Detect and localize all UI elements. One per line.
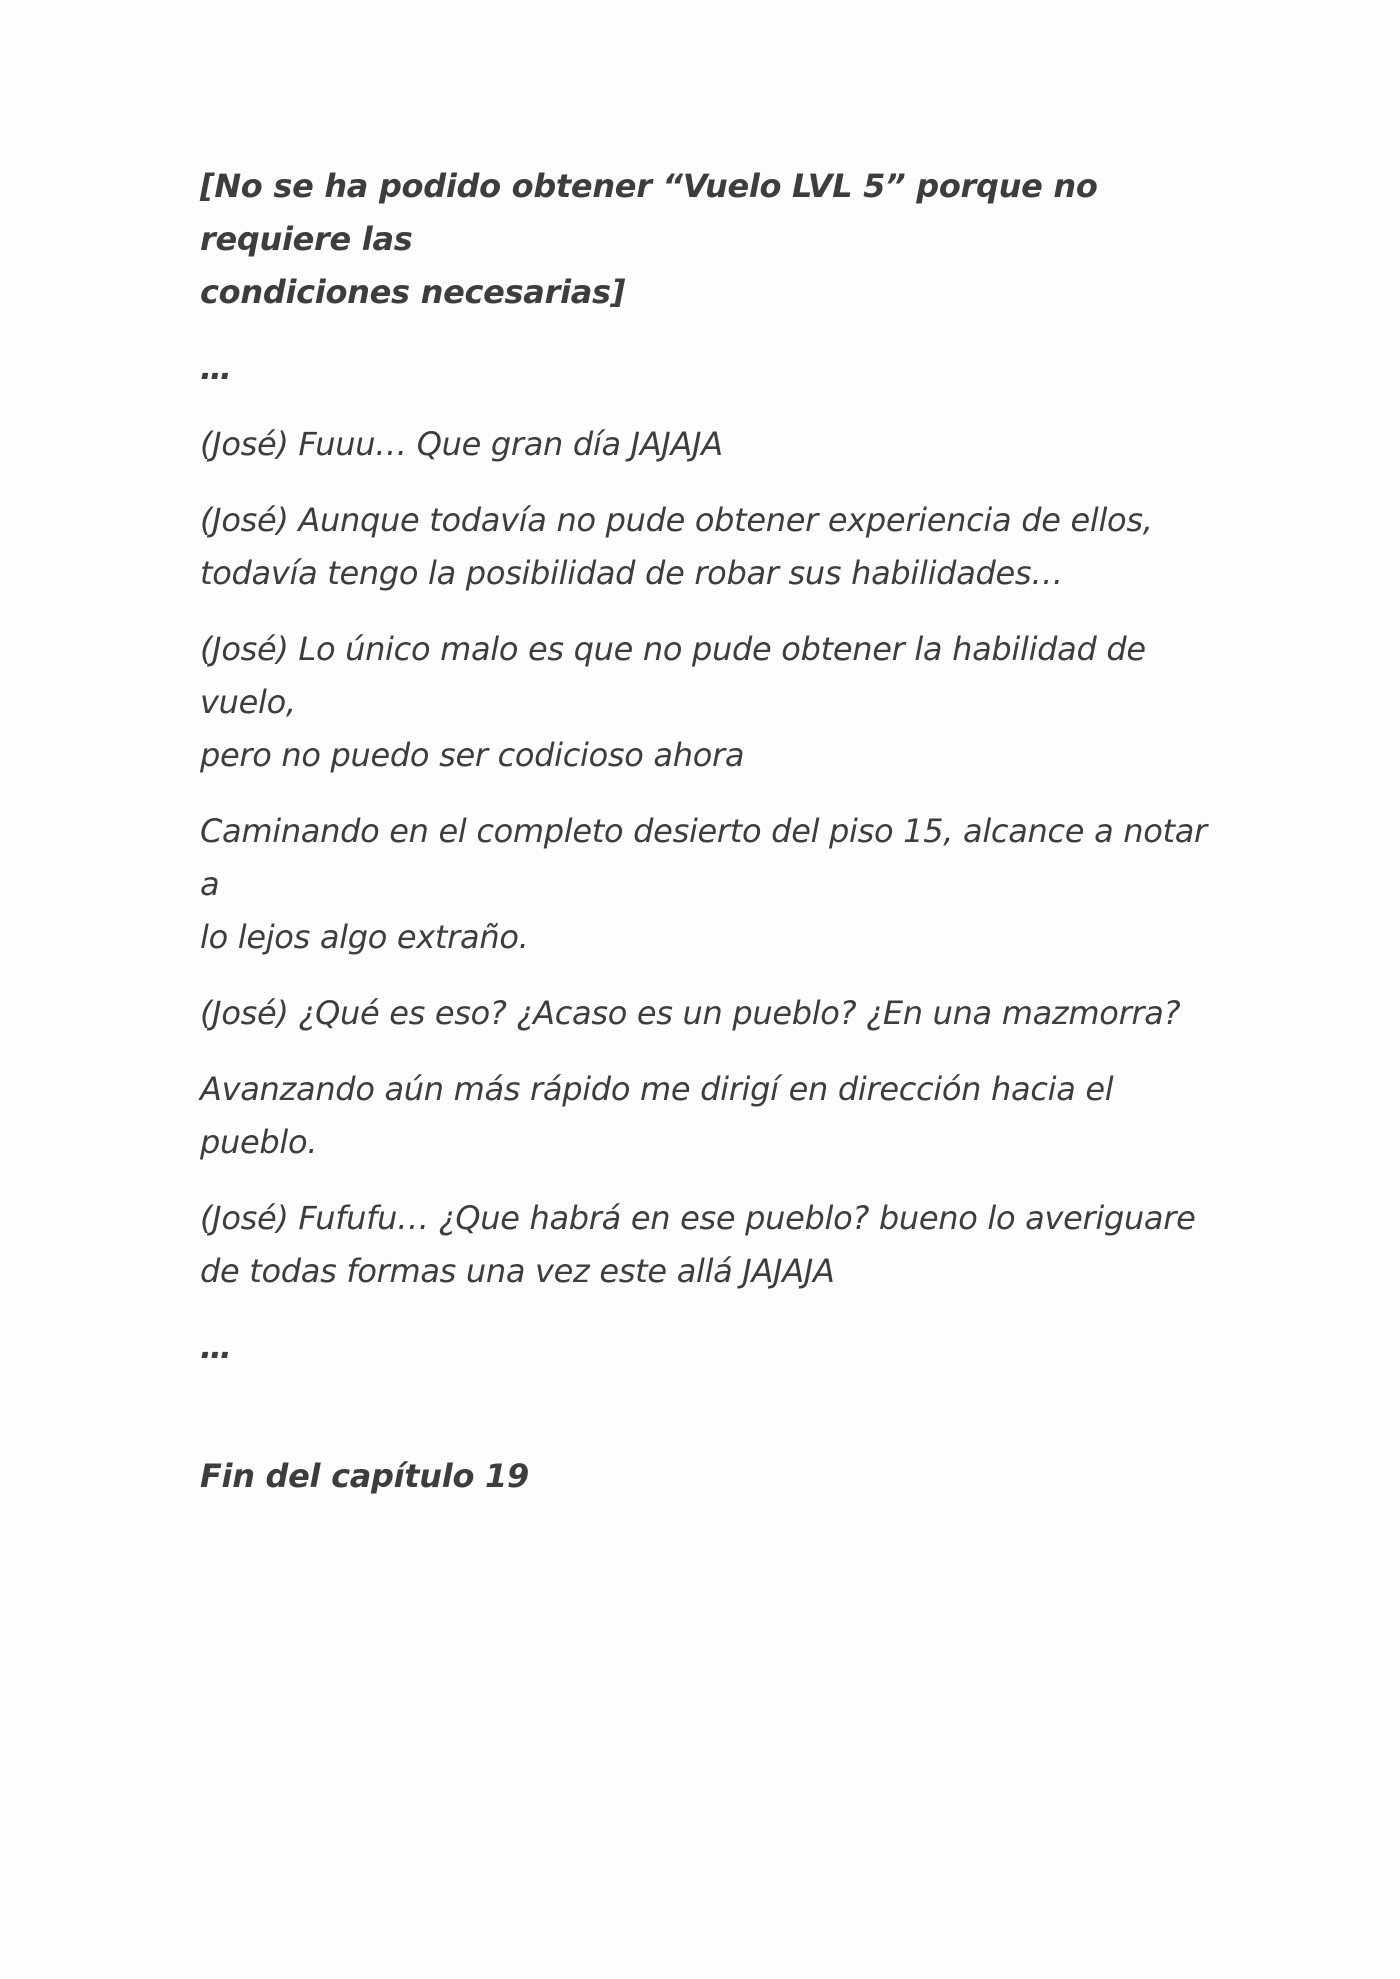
scene-break-ellipsis: … [200, 349, 230, 387]
spacer [200, 1397, 1230, 1450]
chapter-end: Fin del capítulo 19 [200, 1457, 529, 1495]
system-message: [No se ha podido obtener “Vuelo LVL 5” porque no requiere las condiciones necesarias] [200, 167, 1098, 311]
paragraph: Avanzando aún más rápido me dirigí en dirección hacia el pueblo. [200, 1070, 1114, 1161]
paragraph: (José) Aunque todavía no pude obtener experiencia de ellos, todavía tengo la posibilidad de robar sus habilidades… [200, 501, 1153, 592]
paragraph: (José) Lo único malo es que no pude obtener la habilidad de vuelo, pero no puedo ser codicioso ahora [200, 630, 1146, 774]
paragraph: Caminando en el completo desierto del piso 15, alcance a notar a lo lejos algo extraño. [200, 812, 1207, 956]
paragraph: (José) Fufufu… ¿Que habrá en ese pueblo? bueno lo averiguare de todas formas una vez este allá JAJAJA [200, 1199, 1196, 1290]
document-page [200, 160, 1230, 1526]
paragraph: (José) Fuuu… Que gran día JAJAJA [200, 425, 723, 463]
paragraph: (José) ¿Qué es eso? ¿Acaso es un pueblo? ¿En una mazmorra? [200, 994, 1181, 1032]
scene-break-ellipsis: … [200, 1328, 230, 1366]
